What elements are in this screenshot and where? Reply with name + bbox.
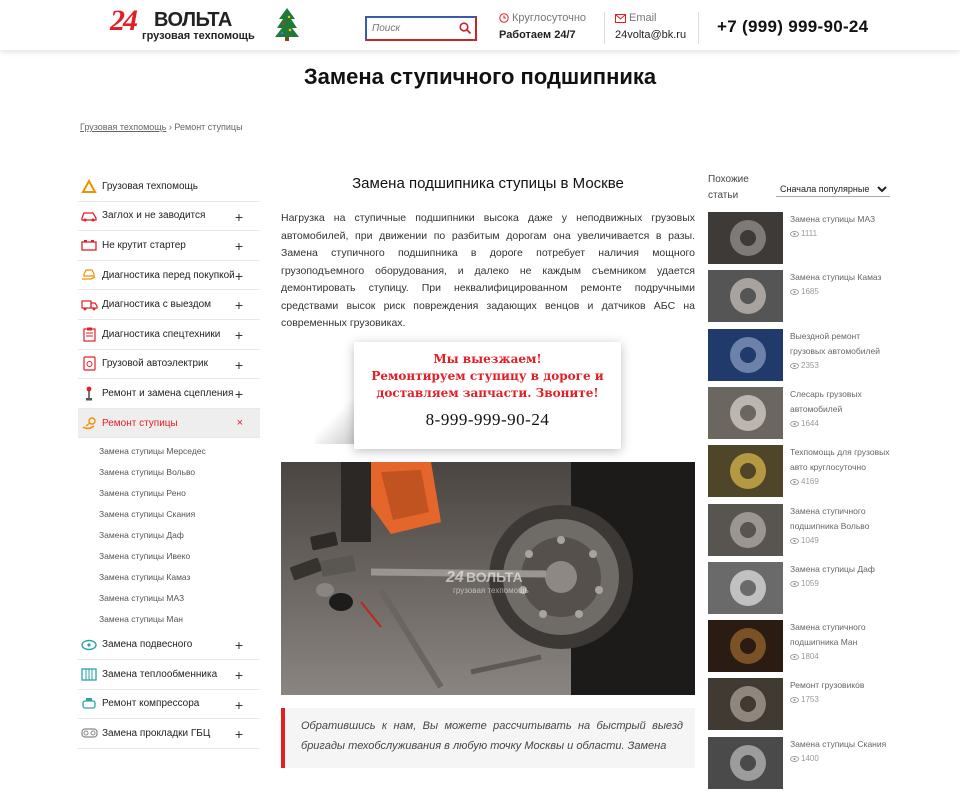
related-article-thumbnail[interactable] xyxy=(708,445,783,497)
working-hours xyxy=(499,12,586,41)
view-count xyxy=(790,754,819,763)
view-count-value: 2353 xyxy=(801,361,819,370)
email-link[interactable]: 24volta@bk.ru xyxy=(615,29,687,41)
clipboard-icon xyxy=(80,326,98,342)
breadcrumb-current: Ремонт ступицы xyxy=(174,122,243,132)
main-content xyxy=(281,172,695,752)
view-count xyxy=(790,361,819,370)
related-article-thumbnail[interactable] xyxy=(708,737,783,789)
callout-quote: Обратившись к нам, Вы можете рассчитывать на быстрый выезд бригады техобслуживания в любую точку Москвы и области. Замена xyxy=(281,708,695,768)
view-count-value: 1753 xyxy=(801,695,819,704)
related-title-line: статьи xyxy=(708,190,739,201)
related-article-thumbnail[interactable] xyxy=(708,212,783,264)
submenu-item-kamaz[interactable]: Замена ступицы Камаз xyxy=(99,572,191,583)
divider xyxy=(604,12,605,44)
warning-triangle-icon xyxy=(80,178,98,194)
sidebar-item-auto-electrician[interactable] xyxy=(78,350,260,380)
device-icon xyxy=(80,356,98,372)
promo-phone[interactable]: 8-999-999-90-24 xyxy=(425,410,550,429)
search-box[interactable] xyxy=(365,16,477,41)
view-count-value: 4169 xyxy=(801,477,819,486)
site-header xyxy=(0,0,960,50)
related-article[interactable] xyxy=(708,562,898,614)
expand-icon[interactable]: + xyxy=(234,208,243,225)
photo-illustration xyxy=(281,462,695,695)
sidebar-item-label: Диагностика с выездом xyxy=(102,299,212,311)
car-icon xyxy=(80,208,98,224)
related-article-title[interactable]: Техпомощь для грузовых авто круглосуточно xyxy=(790,447,890,472)
related-article-title[interactable]: Замена ступичного подшипника Вольво xyxy=(790,506,870,531)
view-count xyxy=(790,652,819,661)
breadcrumb-link-home[interactable]: Грузовая техпомощь xyxy=(80,122,167,132)
promo-line: Мы выезжаем! xyxy=(433,352,542,366)
watermark-brand: ВОЛЬТА xyxy=(466,569,523,585)
related-article-title[interactable]: Замена ступицы Даф xyxy=(790,564,875,574)
site-logo[interactable] xyxy=(110,6,300,44)
related-title-line: Похожие xyxy=(708,174,749,185)
sidebar-item-pre-purchase-diagnostics[interactable] xyxy=(78,261,260,291)
spring-icon xyxy=(80,637,98,653)
view-count xyxy=(790,419,819,428)
sidebar-item-hub-repair[interactable] xyxy=(78,409,260,439)
related-article-title[interactable]: Ремонт грузовиков xyxy=(790,680,865,690)
sidebar-item-heat-exchanger[interactable] xyxy=(78,660,260,690)
view-count xyxy=(790,477,819,486)
submenu-item-iveco[interactable]: Замена ступицы Ивеко xyxy=(99,551,191,562)
view-count-value: 1400 xyxy=(801,754,819,763)
logo-number: 24 xyxy=(110,4,136,37)
sidebar-item-label: Замена прокладки ГБЦ xyxy=(102,727,211,739)
promo-line: Ремонтируем ступицу в дороге и xyxy=(371,369,604,383)
related-article-thumbnail[interactable] xyxy=(708,504,783,556)
sidebar-item-label: Грузовая техпомощь xyxy=(102,180,198,192)
related-title xyxy=(708,172,768,204)
eye-icon xyxy=(790,421,799,427)
eye-icon xyxy=(790,479,799,485)
promo-banner[interactable] xyxy=(354,342,621,449)
related-articles xyxy=(708,172,898,204)
related-article-thumbnail[interactable] xyxy=(708,329,783,381)
expand-icon[interactable]: + xyxy=(234,726,243,743)
email-label: Email xyxy=(629,12,657,24)
logo-brand: ВОЛЬТА xyxy=(154,9,232,31)
expand-icon[interactable]: + xyxy=(234,696,243,713)
article-paragraph: Нагрузка на ступичные подшипники высока даже у неподвижных грузовых автомобилей, при движении по разбитым дорогам она увеличивается в разы. Замена ступичного подшипника в дороге потребует наличия мощного грузоподъемного оборудования, и далеко не каждым съемником удается демонтировать ступицу. При неквалифицированном ремонте подручными средствами высок риск повреждения задающих венцов и датчиков АБС на современных грузовиках. xyxy=(281,212,695,329)
radiator-icon xyxy=(80,666,98,682)
watermark-number: 24 xyxy=(446,569,464,586)
sidebar-item-truck-assistance[interactable] xyxy=(78,172,260,202)
sidebar-item-label: Ремонт и замена сцепления xyxy=(102,387,234,399)
submenu-item-daf[interactable]: Замена ступицы Даф xyxy=(99,530,184,541)
sidebar-item-starter[interactable] xyxy=(78,231,260,261)
gasket-icon xyxy=(80,725,98,741)
view-count-value: 1804 xyxy=(801,652,819,661)
christmas-tree-icon xyxy=(274,7,300,41)
search-input[interactable] xyxy=(367,18,457,39)
related-article-title[interactable]: Слесарь грузовых автомобилей xyxy=(790,389,862,414)
related-article[interactable] xyxy=(708,445,898,497)
clock-icon xyxy=(499,13,509,23)
related-article-title[interactable]: Замена ступицы Камаз xyxy=(790,272,882,282)
related-article[interactable] xyxy=(708,504,898,556)
submenu-item-mercedes[interactable]: Замена ступицы Мерседес xyxy=(99,446,206,457)
sidebar-item-label: Замена подвесного xyxy=(102,639,193,651)
breadcrumb xyxy=(80,122,243,132)
view-count-value: 1059 xyxy=(801,579,819,588)
sidebar-item-label: Ремонт ступицы xyxy=(102,417,178,429)
view-count xyxy=(790,287,819,296)
sidebar-item-label: Диагностика спецтехники xyxy=(102,328,221,340)
sidebar-item-label: Не крутит стартер xyxy=(102,239,186,251)
eye-icon xyxy=(790,231,799,237)
expand-icon[interactable]: + xyxy=(234,297,243,314)
expand-icon[interactable]: + xyxy=(234,356,243,373)
related-article[interactable] xyxy=(708,737,898,789)
eye-icon xyxy=(790,538,799,544)
logo-subtitle: грузовая техпомощь xyxy=(142,30,255,42)
hub-repair-photo xyxy=(281,462,695,695)
eye-icon xyxy=(790,654,799,660)
expand-icon[interactable]: + xyxy=(234,267,243,284)
view-count xyxy=(790,229,817,238)
hand-car-icon xyxy=(80,267,98,283)
related-article-thumbnail[interactable] xyxy=(708,562,783,614)
related-article-thumbnail[interactable] xyxy=(708,620,783,672)
header-phone[interactable]: +7 (999) 999-90-24 xyxy=(717,17,869,36)
submenu-item-maz[interactable]: Замена ступицы МАЗ xyxy=(99,593,185,604)
eye-icon xyxy=(790,289,799,295)
expand-icon[interactable]: + xyxy=(234,386,243,403)
sidebar-item-special-equipment[interactable] xyxy=(78,320,260,350)
search-icon[interactable] xyxy=(458,21,472,35)
sidebar-item-label: Замена теплообменника xyxy=(102,668,218,680)
related-article[interactable] xyxy=(708,620,898,672)
sidebar-item-head-gasket[interactable] xyxy=(78,719,260,749)
submenu-item-man[interactable]: Замена ступицы Ман xyxy=(99,614,183,625)
collapse-icon[interactable]: × xyxy=(236,416,243,429)
wrench-hand-icon xyxy=(80,415,98,431)
submenu-item-scania[interactable]: Замена ступицы Скания xyxy=(99,509,196,520)
sidebar-item-label: Диагностика перед покупкой xyxy=(102,269,235,281)
expand-icon[interactable]: + xyxy=(234,238,243,255)
sidebar-nav xyxy=(78,172,260,749)
related-article-thumbnail[interactable] xyxy=(708,387,783,439)
related-article[interactable] xyxy=(708,329,898,381)
view-count-value: 1644 xyxy=(801,419,819,428)
expand-icon[interactable]: + xyxy=(234,637,243,654)
sidebar-item-label: Заглох и не заводится xyxy=(102,210,206,222)
gearshift-icon xyxy=(80,385,98,401)
promo-line: доставляем запчасти. Звоните! xyxy=(376,386,599,400)
sort-select[interactable] xyxy=(776,181,890,197)
sidebar-item-center-bearing[interactable] xyxy=(78,630,260,660)
sidebar-item-onsite-diagnostics[interactable] xyxy=(78,290,260,320)
sidebar-submenu xyxy=(78,438,260,630)
battery-icon xyxy=(80,237,98,253)
eye-icon xyxy=(790,756,799,762)
related-article[interactable] xyxy=(708,212,898,264)
breadcrumb-separator: › xyxy=(168,122,172,132)
watermark-subtitle: грузовая техпомощь xyxy=(453,586,529,595)
view-count-value: 1049 xyxy=(801,536,819,545)
sidebar-item-clutch[interactable] xyxy=(78,379,260,409)
expand-icon[interactable]: + xyxy=(234,326,243,343)
eye-icon xyxy=(790,697,799,703)
related-article-title[interactable]: Выездной ремонт грузовых автомобилей xyxy=(790,331,880,356)
compressor-icon xyxy=(80,696,98,712)
view-count xyxy=(790,579,819,588)
truck-icon xyxy=(80,297,98,313)
hours-value: Работаем 24/7 xyxy=(499,29,576,41)
page-title: Замена ступичного подшипника xyxy=(303,64,657,89)
related-article-title[interactable]: Замена ступицы Скания xyxy=(790,739,887,749)
view-count xyxy=(790,695,819,704)
related-article[interactable] xyxy=(708,387,898,439)
submenu-item-renault[interactable]: Замена ступицы Рено xyxy=(99,488,186,499)
envelope-icon xyxy=(615,14,626,23)
related-article-thumbnail[interactable] xyxy=(708,678,783,730)
eye-icon xyxy=(790,581,799,587)
email-block xyxy=(615,12,686,41)
related-article-thumbnail[interactable] xyxy=(708,270,783,322)
expand-icon[interactable]: + xyxy=(234,666,243,683)
view-count-value: 1685 xyxy=(801,287,819,296)
related-article[interactable] xyxy=(708,678,898,730)
divider xyxy=(698,12,699,44)
view-count xyxy=(790,536,819,545)
article-heading: Замена подшипника ступицы в Москве xyxy=(352,175,624,192)
submenu-item-volvo[interactable]: Замена ступицы Вольво xyxy=(99,467,196,478)
view-count-value: 1111 xyxy=(801,229,818,238)
sidebar-item-label: Ремонт компрессора xyxy=(102,698,200,710)
related-article-title[interactable]: Замена ступицы МАЗ xyxy=(790,214,876,224)
eye-icon xyxy=(790,363,799,369)
sidebar-item-compressor[interactable] xyxy=(78,690,260,720)
sidebar-item-stalled[interactable] xyxy=(78,202,260,232)
sidebar-item-label: Грузовой автоэлектрик xyxy=(102,358,209,370)
hours-label: Круглосуточно xyxy=(512,12,587,24)
related-article-title[interactable]: Замена ступичного подшипника Ман xyxy=(790,622,866,647)
related-article[interactable] xyxy=(708,270,898,322)
